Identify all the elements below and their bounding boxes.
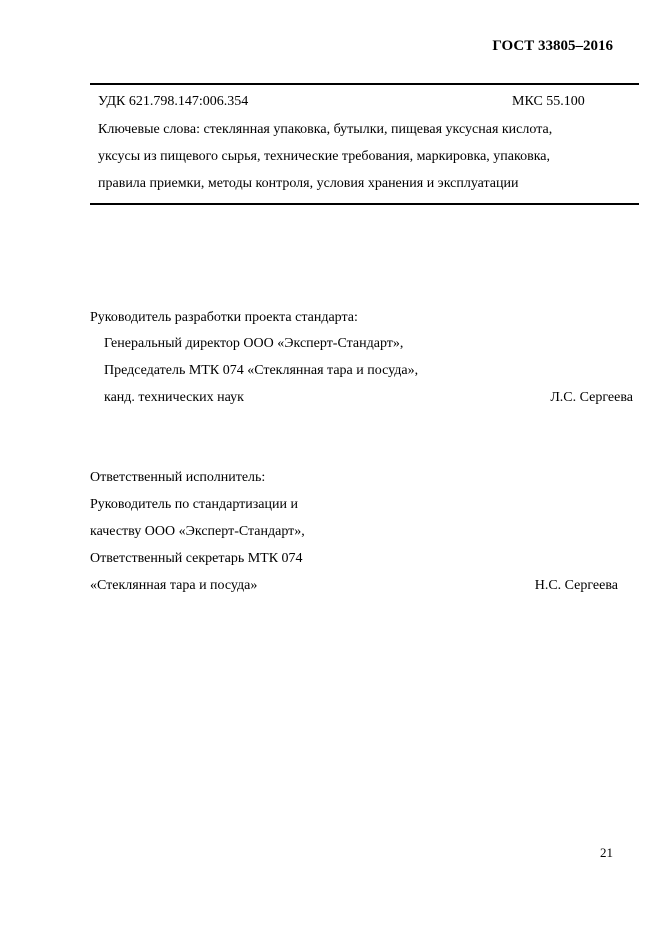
developer-heading: Руководитель разработки проекта стандарта: bbox=[90, 310, 358, 325]
executor-position-line: качеству ООО «Эксперт-Стандарт», bbox=[90, 524, 305, 539]
executor-heading: Ответственный исполнитель: bbox=[90, 470, 266, 485]
developer-position-line: Генеральный директор ООО «Эксперт-Стандарт», bbox=[104, 336, 404, 351]
keywords-line: правила приемки, методы контроля, условия хранения и эксплуатации bbox=[98, 176, 519, 191]
developer-degree-line: канд. технических наук bbox=[104, 390, 244, 405]
keywords-line: Ключевые слова: стеклянная упаковка, бутылки, пищевая уксусная кислота, bbox=[98, 122, 553, 137]
executor-position-line: Ответственный секретарь МТК 074 bbox=[90, 551, 303, 566]
page-number: 21 bbox=[600, 845, 613, 860]
executor-position-line: Руководитель по стандартизации и bbox=[90, 497, 298, 512]
udk-code: УДК 621.798.147:006.354 bbox=[98, 94, 249, 109]
keywords-line: уксусы из пищевого сырья, технические требования, маркировка, упаковка, bbox=[98, 149, 550, 164]
bottom-divider bbox=[90, 203, 639, 205]
executor-signature-name: Н.С. Сергеева bbox=[534, 578, 618, 593]
mks-code: МКС 55.100 bbox=[512, 94, 585, 109]
developer-position-line: Председатель МТК 074 «Стеклянная тара и посуда», bbox=[104, 363, 419, 378]
standard-code: ГОСТ 33805–2016 bbox=[492, 38, 613, 54]
developer-signature-name: Л.С. Сергеева bbox=[550, 390, 633, 405]
executor-position-line: «Стеклянная тара и посуда» bbox=[90, 578, 258, 593]
top-divider bbox=[90, 83, 639, 85]
